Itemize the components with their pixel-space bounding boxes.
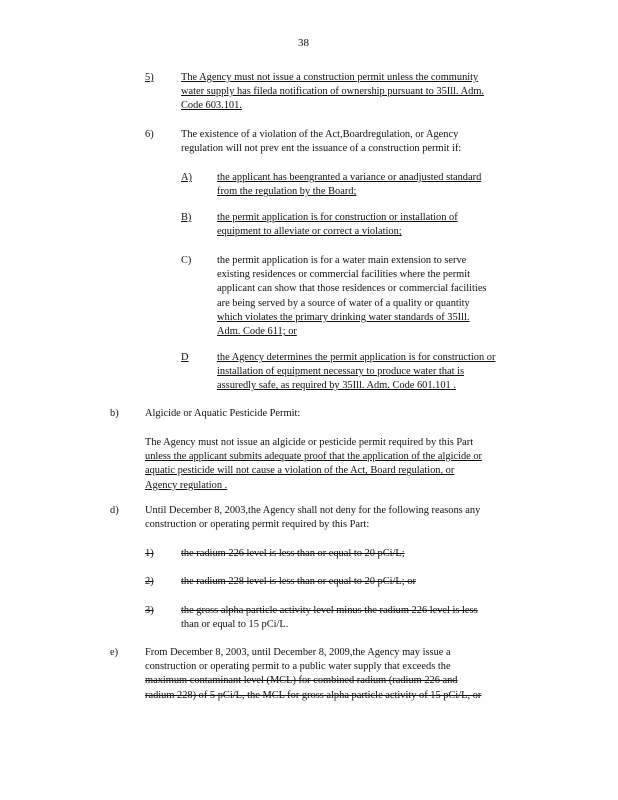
text-line: The existence of a violation of the Act,Boardregulation, or Agency bbox=[181, 129, 459, 140]
section-label-b: b) bbox=[110, 408, 119, 419]
item-label-1: 1) bbox=[145, 548, 154, 559]
section-label-d: d) bbox=[110, 505, 119, 516]
item-a-text bbox=[217, 171, 481, 199]
text-line: From December 8, 2003, until December 8, 2009,the Agency may issue a bbox=[145, 647, 451, 658]
item-label-2: 2) bbox=[145, 576, 154, 587]
section-d-text bbox=[145, 504, 480, 532]
item-label-5: 5) bbox=[145, 72, 154, 83]
text-line: Agency regulation . bbox=[145, 479, 228, 491]
item-5-text bbox=[181, 71, 484, 114]
section-b-text bbox=[145, 436, 482, 493]
section-b-heading bbox=[145, 407, 300, 421]
text-line: the radium 226 level is less than or equal to 20 pCi/L; bbox=[181, 548, 405, 559]
text-line: which violates the primary drinking water standards of 35Ill. bbox=[217, 311, 470, 323]
item-2-text bbox=[181, 575, 416, 589]
item-3-text bbox=[181, 604, 478, 632]
text-line: Code 603.101. bbox=[181, 100, 242, 112]
item-label-6: 6) bbox=[145, 129, 154, 140]
item-c-text bbox=[217, 254, 486, 339]
text-line: the permit application is for a water main extension to serve bbox=[217, 255, 467, 266]
section-e-text bbox=[145, 646, 481, 703]
text-line: Algicide or Aquatic Pesticide Permit: bbox=[145, 408, 301, 419]
text-line: the radium 228 level is less than or equal to 20 pCi/L; or bbox=[181, 576, 416, 587]
text-line: existing residences or commercial facilities where the permit bbox=[217, 269, 471, 281]
text-line: the gross alpha particle activity level minus the radium 226 level is less bbox=[181, 605, 478, 616]
section-label-e: e) bbox=[110, 647, 119, 658]
item-6-text bbox=[181, 128, 461, 156]
item-1-text bbox=[181, 547, 405, 561]
text-line: The Agency must not issue an algicide or pesticide permit required by this Part bbox=[145, 437, 474, 448]
text-line: the applicant has beengranted a variance or anadjusted standard bbox=[217, 172, 482, 183]
item-label-b: B) bbox=[181, 212, 192, 223]
text-line: unless the applicant submits adequate proof that the application of the algicide or bbox=[145, 451, 483, 463]
page-number: 38 bbox=[298, 37, 309, 49]
text-line: applicant can show that those residences or commercial facilities bbox=[217, 283, 487, 295]
text-line: equipment to alleviate or correct a violation; bbox=[217, 226, 402, 238]
text-line: aquatic pesticide will not cause a violation of the Act, Board regulation, or bbox=[145, 465, 455, 477]
text-line: The Agency must not issue a construction permit unless the community bbox=[181, 72, 479, 83]
text-line: radium 228) of 5 pCi/L, the MCL for gross alpha particle activity of 15 pCi/L, or bbox=[145, 689, 482, 701]
text-line: assuredly safe, as required by 35Ill. Adm. Code 601.101 . bbox=[217, 380, 456, 392]
item-label-a: A) bbox=[181, 172, 192, 183]
text-line: regulation will not prev ent the issuance of a construction permit if: bbox=[181, 143, 462, 155]
text-line: construction or operating permit to a public water supply that exceeds the bbox=[145, 661, 451, 673]
item-label-3: 3) bbox=[145, 605, 154, 616]
text-line: the permit application is for construction or installation of bbox=[217, 212, 458, 223]
text-line: than or equal to 15 pCi/L. bbox=[181, 619, 289, 631]
item-label-c: C) bbox=[181, 255, 192, 266]
text-line: the Agency determines the permit application is for construction or bbox=[217, 352, 496, 363]
item-label-d-sub: D bbox=[181, 352, 189, 363]
text-line: from the regulation by the Board; bbox=[217, 186, 357, 198]
item-b-text bbox=[217, 211, 458, 239]
text-line: Until December 8, 2003,the Agency shall not deny for the following reasons any bbox=[145, 505, 481, 516]
item-d-sub-text bbox=[217, 351, 495, 394]
text-line: Adm. Code 611; or bbox=[217, 326, 297, 338]
text-line: are being served by a source of water of a quality or quantity bbox=[217, 297, 470, 309]
text-line: installation of equipment necessary to produce water that is bbox=[217, 366, 464, 378]
text-line: water supply has fileda notification of ownership pursuant to 35Ill. Adm. bbox=[181, 86, 485, 98]
text-line: construction or operating permit required by this Part: bbox=[145, 519, 370, 531]
text-line: maximum contaminant level (MCL) for combined radium (radium 226 and bbox=[145, 675, 458, 687]
